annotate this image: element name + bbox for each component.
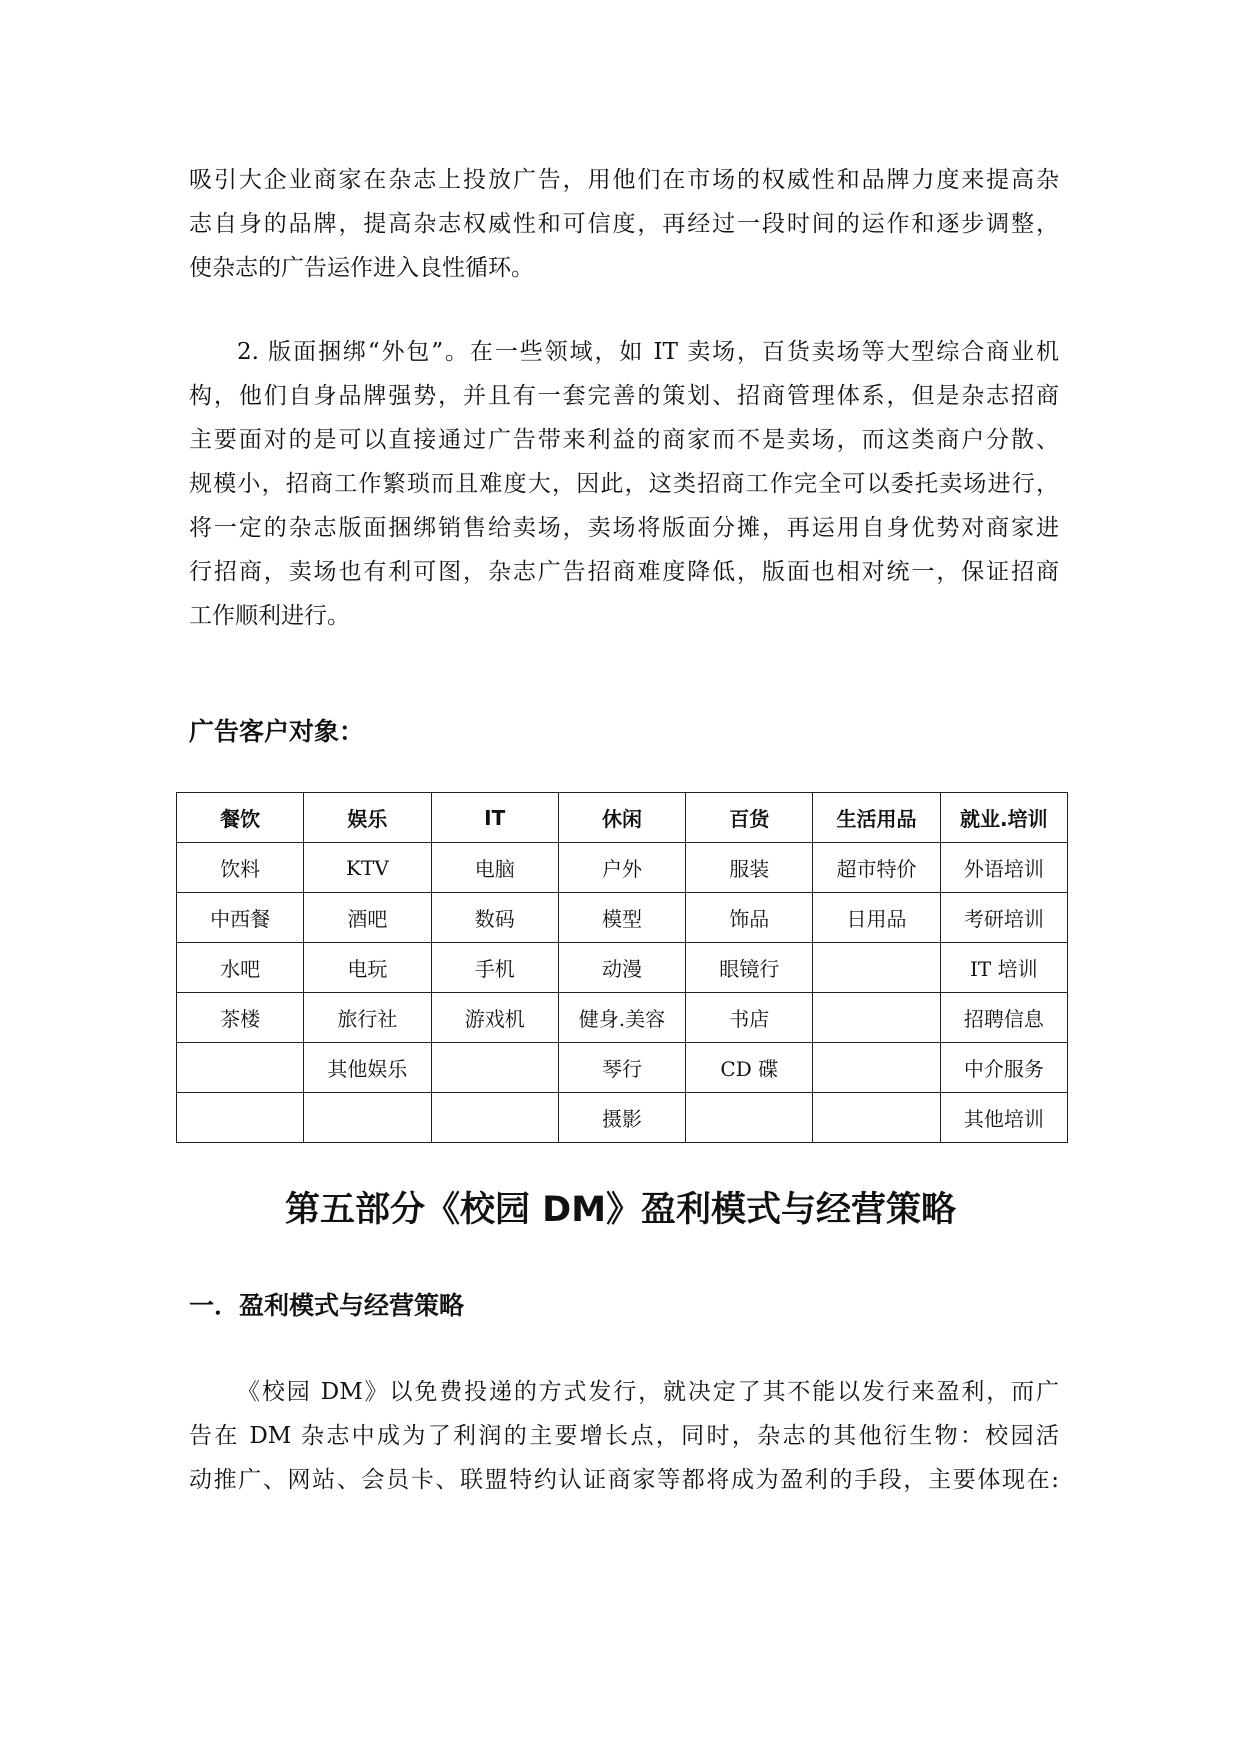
table-cell: 水吧 (177, 943, 304, 993)
table-row (177, 893, 1068, 943)
text-line: 行招商，卖场也有利可图，杂志广告招商难度降低，版面也相对统一，保证招商 (189, 559, 1059, 585)
table-cell: 考研培训 (940, 893, 1067, 943)
table-cell (813, 993, 940, 1043)
table-cell: 户外 (558, 843, 685, 893)
table-cell: 饮料 (177, 843, 304, 893)
table-header-cell: 生活用品 (813, 793, 940, 843)
text-line: 将一定的杂志版面捆绑销售给卖场，卖场将版面分摊，再运用自身优势对商家进 (189, 515, 1059, 541)
table-cell: 茶楼 (177, 993, 304, 1043)
table-header-cell: 餐饮 (177, 793, 304, 843)
table-row (177, 1093, 1068, 1143)
table-cell: 电玩 (304, 943, 431, 993)
table-header-cell: 百货 (686, 793, 813, 843)
table-cell: 超市特价 (813, 843, 940, 893)
table-cell: 电脑 (431, 843, 558, 893)
table-cell: 服装 (686, 843, 813, 893)
table-row (177, 1043, 1068, 1093)
table-cell: 旅行社 (304, 993, 431, 1043)
text-line: 吸引大企业商家在杂志上投放广告，用他们在市场的权威性和品牌力度来提高杂 (189, 167, 1059, 193)
table-cell: 健身.美容 (558, 993, 685, 1043)
text-line: 规模小，招商工作繁琐而且难度大，因此，这类招商工作完全可以委托卖场进行， (189, 471, 1059, 497)
table-cell: 饰品 (686, 893, 813, 943)
table-row (177, 943, 1068, 993)
text-line: 2. 版面捆绑“外包”。在一些领域，如 IT 卖场，百货卖场等大型综合商业机 (237, 339, 1059, 365)
text-line: 工作顺利进行。 (189, 603, 350, 629)
table-cell: 书店 (686, 993, 813, 1043)
clients-heading: 广告客户对象： (189, 717, 365, 746)
table-header-cell: 娱乐 (304, 793, 431, 843)
table-cell: 数码 (431, 893, 558, 943)
table-cell (813, 1093, 940, 1143)
table-header-cell: 休闲 (558, 793, 685, 843)
part-title: 第五部分《校园 DM》盈利模式与经营策略 (284, 1190, 957, 1230)
text-line: 志自身的品牌，提高杂志权威性和可信度，再经过一段时间的运作和逐步调整， (189, 211, 1059, 237)
table-cell (686, 1093, 813, 1143)
table-cell: 其他娱乐 (304, 1043, 431, 1093)
text-line: 主要面对的是可以直接通过广告带来利益的商家而不是卖场，而这类商户分散、 (189, 427, 1059, 453)
section-title: 一．盈利模式与经营策略 (189, 1291, 465, 1320)
table-cell: 手机 (431, 943, 558, 993)
table-cell: 眼镜行 (686, 943, 813, 993)
text-line: 动推广、网站、会员卡、联盟特约认证商家等都将成为盈利的手段，主要体现在: (189, 1467, 1059, 1493)
paragraph-profit-model (189, 1370, 1059, 1502)
table-cell: KTV (304, 843, 431, 893)
table-cell (431, 1093, 558, 1143)
table-cell: 酒吧 (304, 893, 431, 943)
table-cell: 摄影 (558, 1093, 685, 1143)
text-line: 《校园 DM》以免费投递的方式发行，就决定了其不能以发行来盈利，而广 (237, 1379, 1059, 1405)
table-cell: 游戏机 (431, 993, 558, 1043)
paragraph-ad-strategy-continued (189, 158, 1059, 290)
text-line: 告在 DM 杂志中成为了利润的主要增长点，同时，杂志的其他衍生物：校园活 (189, 1423, 1059, 1449)
table-cell (177, 1043, 304, 1093)
paragraph-page-bundling (189, 330, 1059, 638)
table-cell: 招聘信息 (940, 993, 1067, 1043)
text-line: 构，他们自身品牌强势，并且有一套完善的策划、招商管理体系，但是杂志招商 (189, 383, 1059, 409)
table-cell: 中西餐 (177, 893, 304, 943)
text-line: 使杂志的广告运作进入良性循环。 (189, 255, 534, 281)
table-row (177, 843, 1068, 893)
table-row (177, 993, 1068, 1043)
ad-clients-table (176, 792, 1068, 1143)
table-cell: 动漫 (558, 943, 685, 993)
table-cell (177, 1093, 304, 1143)
table-header-row (177, 793, 1068, 843)
table-cell (813, 1043, 940, 1093)
table-cell (813, 943, 940, 993)
table-header-cell: IT (431, 793, 558, 843)
table-cell (304, 1093, 431, 1143)
table-cell (431, 1043, 558, 1093)
table-cell: 其他培训 (940, 1093, 1067, 1143)
table-cell: CD 碟 (686, 1043, 813, 1093)
table-cell: 外语培训 (940, 843, 1067, 893)
table-cell: 中介服务 (940, 1043, 1067, 1093)
table-cell: 琴行 (558, 1043, 685, 1093)
table-header-cell: 就业.培训 (940, 793, 1067, 843)
table-cell: 模型 (558, 893, 685, 943)
table-cell: IT 培训 (940, 943, 1067, 993)
table-cell: 日用品 (813, 893, 940, 943)
